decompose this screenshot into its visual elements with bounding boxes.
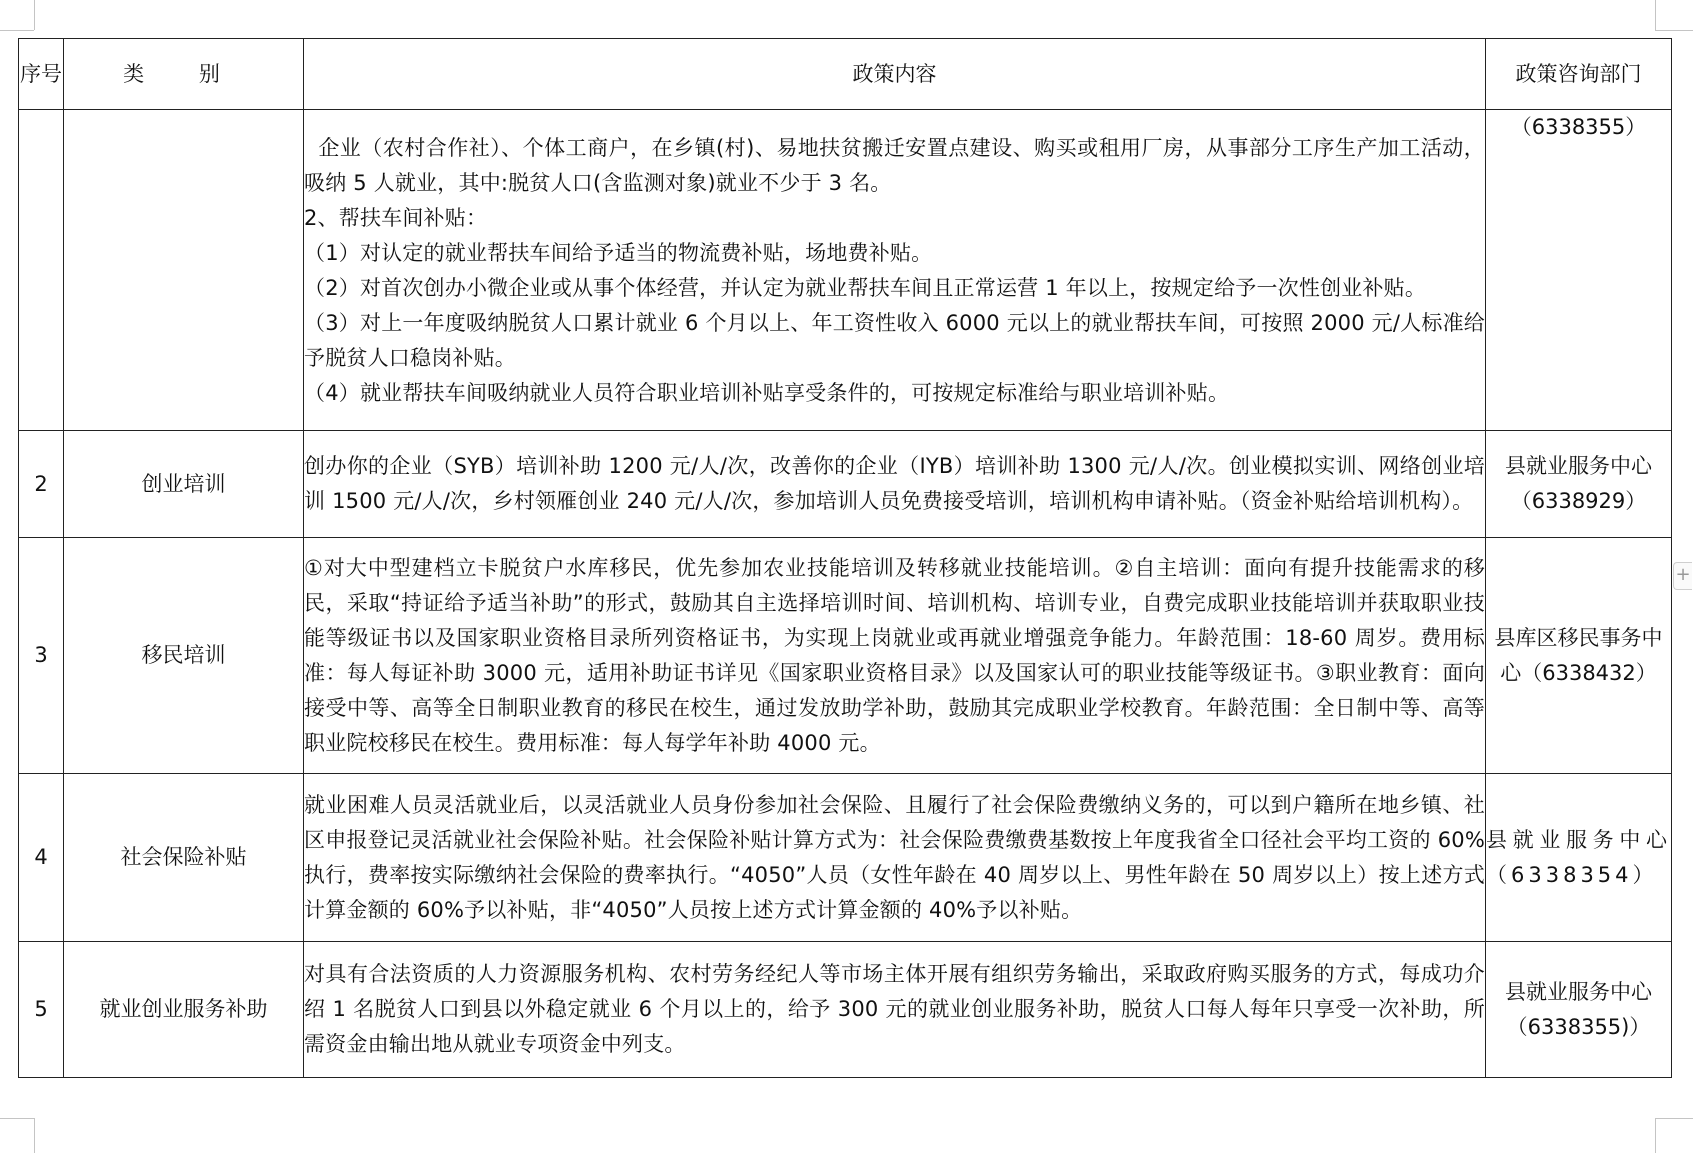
table-row [19, 774, 1672, 942]
header-category: 类 别 [64, 39, 304, 110]
crop-mark [1655, 1118, 1656, 1153]
table-row [19, 538, 1672, 774]
row-dept: 县就业服务中心（6338929） [1486, 431, 1672, 538]
row-no: 5 [19, 942, 64, 1078]
row-content: 对具有合法资质的人力资源服务机构、农村劳务经纪人等市场主体开展有组织劳务输出，采取政府购买服务的方式，每成功介绍 1 名脱贫人口到县以外稳定就业 6 个月以上的，给予 300 元的就业创业服务补助，脱贫人口每人每年只享受一次补助，所需资金由输出地从就业专项资金中列支。 [304, 942, 1486, 1078]
table-row [19, 110, 1672, 431]
row-content [304, 110, 1486, 431]
crop-mark [1655, 30, 1693, 31]
crop-mark [34, 0, 35, 30]
header-content: 政策内容 [304, 39, 1486, 110]
header-no: 序号 [19, 39, 64, 110]
content-paragraph: （4）就业帮扶车间吸纳就业人员符合职业培训补贴享受条件的，可按规定标准给与职业培训补贴。 [304, 380, 1230, 405]
row-no [19, 110, 64, 431]
content-paragraph: （2）对首次创办小微企业或从事个体经营，并认定为就业帮扶车间且正常运营 1 年以上，按规定给予一次性创业补贴。 [304, 275, 1427, 300]
row-category: 就业创业服务补助 [64, 942, 304, 1078]
content-paragraph: （3）对上一年度吸纳脱贫人口累计就业 6 个月以上、年工资性收入 6000 元以上的就业帮扶车间，可按照 2000 元/人标准给予脱贫人口稳岗补贴。 [304, 310, 1485, 370]
policy-table [18, 38, 1672, 1078]
row-no: 4 [19, 774, 64, 942]
row-category: 创业培训 [64, 431, 304, 538]
content-paragraph: （1）对认定的就业帮扶车间给予适当的物流费补贴，场地费补贴。 [304, 240, 933, 265]
crop-mark [34, 1118, 35, 1153]
row-category: 社会保险补贴 [64, 774, 304, 942]
crop-mark [1655, 0, 1656, 30]
row-content: 创办你的企业（SYB）培训补助 1200 元/人/次，改善你的企业（IYB）培训补助 1300 元/人/次。创业模拟实训、网络创业培训 1500 元/人/次，乡村领雁创业 240 元/人/次，参加培训人员免费接受培训，培训机构申请补贴。（资金补贴给培训机构）。 [304, 431, 1486, 538]
content-paragraph: 2、帮扶车间补贴： [304, 205, 488, 230]
row-dept: 县就业服务中心（6338354） [1486, 774, 1672, 942]
table-row [19, 942, 1672, 1078]
row-category: 移民培训 [64, 538, 304, 774]
crop-mark [0, 1118, 34, 1119]
table-row [19, 431, 1672, 538]
row-dept: 县库区移民事务中心（6338432） [1486, 538, 1672, 774]
row-content: 就业困难人员灵活就业后，以灵活就业人员身份参加社会保险、且履行了社会保险费缴纳义务的，可以到户籍所在地乡镇、社区申报登记灵活就业社会保险补贴。社会保险补贴计算方式为：社会保险费缴费基数按上年度我省全口径社会平均工资的 60%执行，费率按实际缴纳社会保险的费率执行。“4050”人员（女性年龄在 40 周岁以上、男性年龄在 50 周岁以上）按上述方式计算金额的 60%予以补贴，非“4050”人员按上述方式计算金额的 40%予以补贴。 [304, 774, 1486, 942]
crop-mark [0, 30, 34, 31]
row-dept: 县就业服务中心（6338355)） [1486, 942, 1672, 1078]
header-dept: 政策咨询部门 [1486, 39, 1672, 110]
row-no: 3 [19, 538, 64, 774]
content-paragraph: 企业（农村合作社）、个体工商户，在乡镇(村)、易地扶贫搬迁安置点建设、购买或租用厂房，从事部分工序生产加工活动，吸纳 5 人就业，其中:脱贫人口(含监测对象)就业不少于 3 名。 [304, 135, 1485, 195]
crop-mark [1655, 1118, 1693, 1119]
row-dept: （6338355） [1486, 110, 1672, 431]
row-no: 2 [19, 431, 64, 538]
header-row [19, 39, 1672, 110]
plus-icon[interactable]: + [1673, 562, 1692, 590]
row-category [64, 110, 304, 431]
row-content: ①对大中型建档立卡脱贫户水库移民，优先参加农业技能培训及转移就业技能培训。②自主培训：面向有提升技能需求的移民，采取“持证给予适当补助”的形式，鼓励其自主选择培训时间、培训机构、培训专业，自费完成职业技能培训并获取职业技能等级证书以及国家职业资格目录所列资格证书，为实现上岗就业或再就业增强竞争能力。年龄范围：18-60 周岁。费用标准：每人每证补助 3000 元，适用补助证书详见《国家职业资格目录》以及国家认可的职业技能等级证书。③职业教育：面向接受中等、高等全日制职业教育的移民在校生，通过发放助学补助，鼓励其完成职业学校教育。年龄范围：全日制中等、高等职业院校移民在校生。费用标准：每人每学年补助 4000 元。 [304, 538, 1486, 774]
